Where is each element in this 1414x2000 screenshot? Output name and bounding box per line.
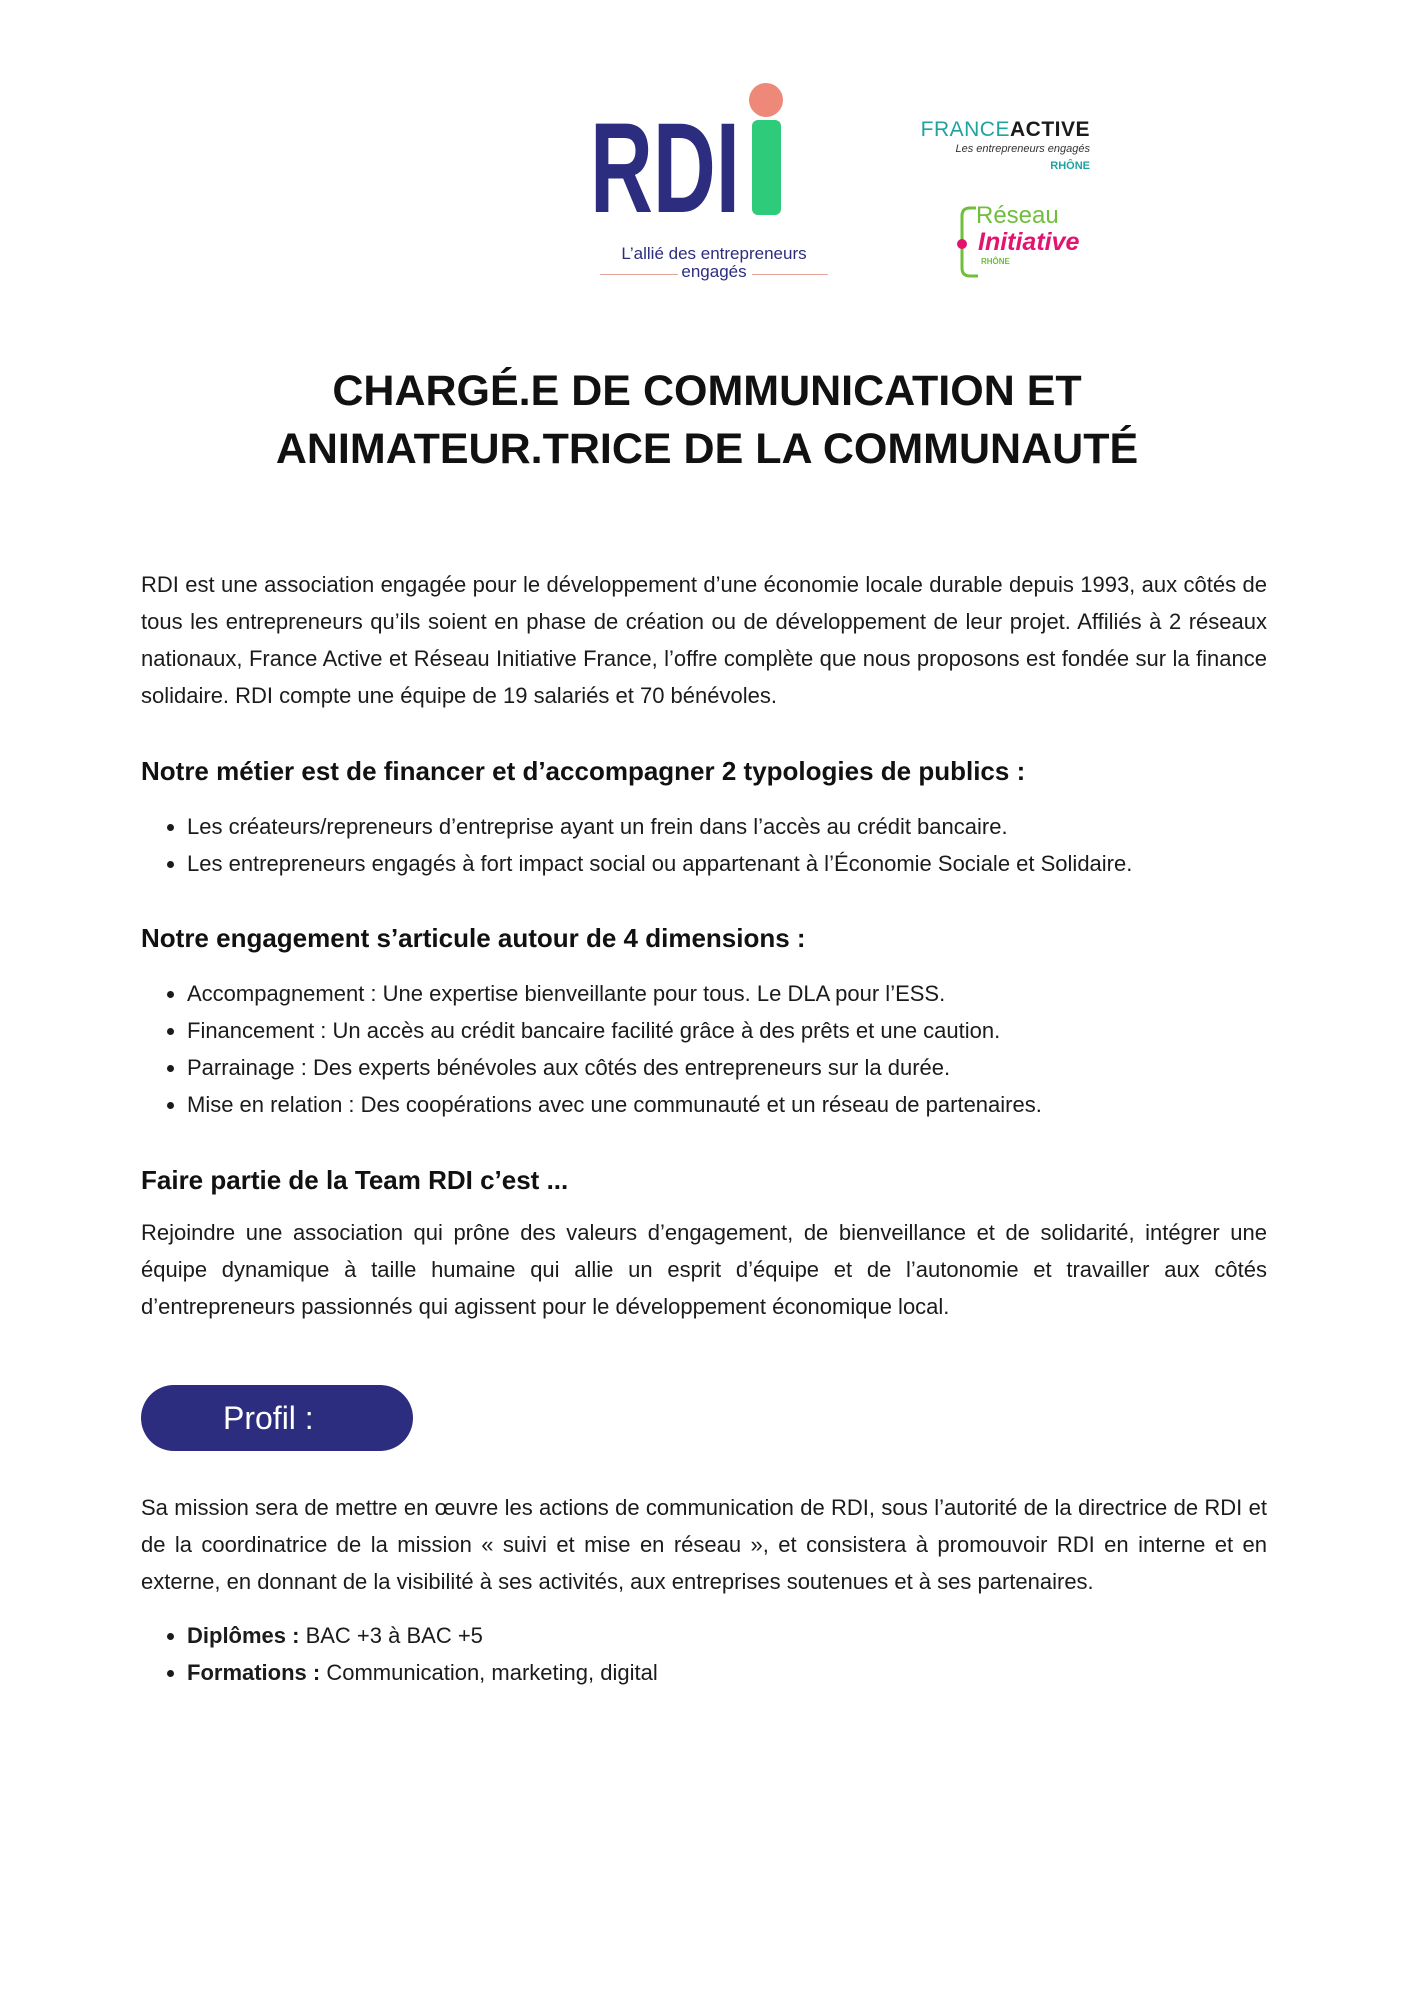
france-active-name — [890, 118, 1090, 142]
engagement-list-item: • Mise en relation : Des coopérations avec une communauté et un réseau de partenaires. — [187, 1086, 1267, 1123]
rdi-logo-i-dot — [749, 83, 783, 117]
profil-requirement-item — [187, 1654, 1267, 1691]
team-heading: Faire partie de la Team RDI c’est ... — [141, 1165, 569, 1195]
title-line-1: CHARGÉ.E DE COMMUNICATION ET — [332, 367, 1082, 415]
title-line-2: ANIMATEUR.TRICE DE LA COMMUNAUTÉ — [275, 425, 1139, 473]
rdi-tagline-rule-right — [752, 274, 828, 275]
reseau-initiative-region: RHÔNE — [981, 257, 1010, 266]
engagement-heading: Notre engagement s’articule autour de 4 dimensions : — [141, 923, 806, 953]
profil-requirement-item — [187, 1617, 1267, 1654]
france-active-name-part2: ACTIVE — [1009, 118, 1090, 141]
engagement-list-item: • Accompagnement : Une expertise bienveillante pour tous. Le DLA pour l’ESS. — [187, 975, 1267, 1012]
metier-list — [141, 808, 1267, 882]
france-active-subtitle: Les entrepreneurs engagés — [955, 143, 1090, 155]
engagement-list-item: • Financement : Un accès au crédit bancaire facilité grâce à des prêts et une caution. — [187, 1012, 1267, 1049]
rdi-tagline-line2: engagés — [681, 262, 747, 281]
reseau-initiative-line2: Initiative — [978, 228, 1080, 256]
rdi-tagline-line1: L’allié des entrepreneurs — [621, 244, 807, 263]
intro-paragraph: RDI est une association engagée pour le développement d’une économie locale durable depuis 1993, aux côtés de tous les entrepreneurs qu’ils soient en phase de création ou de développement de leur projet. Affiliés à 2 réseaux nationaux, France Active et Réseau Initiative France, l’offre complète que nous proposons est fondée sur la finance solidaire. RDI compte une équipe de 19 salariés et 70 bénévoles. — [141, 572, 1267, 708]
profil-requirements-list — [141, 1617, 1267, 1691]
metier-list-item: • Les créateurs/repreneurs d’entreprise ayant un frein dans l’accès au crédit bancaire. — [187, 808, 1267, 845]
profil-paragraph: Sa mission sera de mettre en œuvre les actions de communication de RDI, sous l’autorité de la directrice de RDI et de la coordinatrice de la mission « suivi et mise en réseau », et consistera à promouvoir RDI en interne et en externe, en donnant de la visibilité à ses activités, aux entreprises soutenues et à ses partenaires. — [141, 1495, 1267, 1594]
profil-section-badge: Profil : — [141, 1385, 413, 1451]
reseau-initiative-logo — [948, 198, 1098, 298]
document-body — [141, 566, 1267, 1691]
requirement-value: BAC +3 à BAC +5 — [299, 1623, 483, 1648]
france-active-region: RHÔNE — [1050, 160, 1090, 172]
team-paragraph: Rejoindre une association qui prône des valeurs d’engagement, de bienveillance et de solidarité, intégrer une équipe dynamique à taille humaine qui allie un esprit d’équipe et de l’autonomie et travailler aux côtés d’entrepreneurs passionnés qui agissent pour le développement économique local. — [141, 1220, 1267, 1319]
rdi-tagline — [594, 245, 834, 281]
france-active-name-part1: FRANCE — [920, 118, 1010, 141]
engagement-list — [141, 975, 1267, 1123]
france-active-logo — [890, 118, 1090, 172]
rdi-logo-i-stem — [752, 120, 781, 215]
rdi-tagline-rule-left — [600, 274, 678, 275]
reseau-initiative-line1: Réseau — [976, 202, 1059, 229]
engagement-list-item: • Parrainage : Des experts bénévoles aux côtés des entrepreneurs sur la durée. — [187, 1049, 1267, 1086]
rdi-logo-letters: RDI — [590, 97, 740, 240]
metier-heading: Notre métier est de financer et d’accompagner 2 typologies de publics : — [141, 756, 1026, 786]
requirement-label: Diplômes : — [187, 1623, 300, 1648]
reseau-initiative-dot — [957, 239, 967, 249]
requirement-label: Formations : — [187, 1660, 321, 1685]
metier-list-item: • Les entrepreneurs engagés à fort impact social ou appartenant à l’Économie Sociale et Solidaire. — [187, 845, 1267, 882]
page-title — [0, 362, 1414, 478]
requirement-value: Communication, marketing, digital — [320, 1660, 658, 1685]
logo-header — [0, 80, 1414, 300]
